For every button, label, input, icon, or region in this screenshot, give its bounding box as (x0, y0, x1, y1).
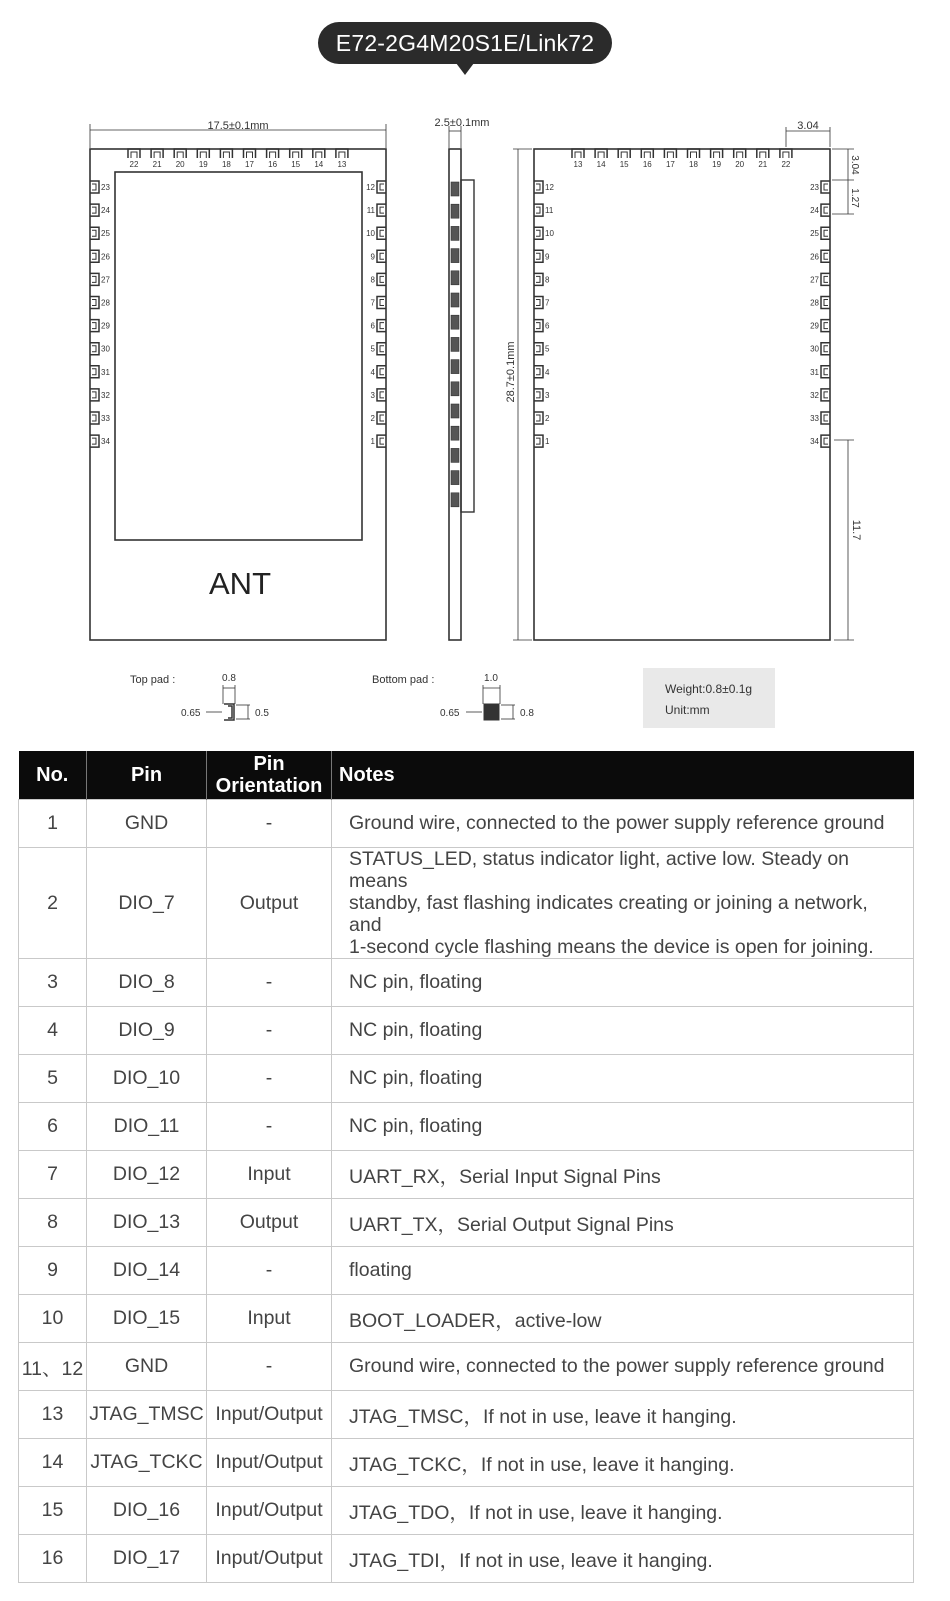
shield-can-side (461, 180, 474, 512)
bottom-view-pad-24 (821, 204, 830, 216)
bottom-view-pad-15 (618, 149, 630, 158)
bottom-view-pad-9 (534, 250, 543, 262)
cell-notes (332, 1295, 914, 1343)
table-row (19, 1487, 914, 1535)
side-pad (451, 382, 459, 396)
cell-orientation: - (207, 1055, 332, 1103)
unit-text: Unit:mm (665, 703, 710, 717)
top-view-pad-8 (377, 273, 386, 285)
pin-number-label: 10 (545, 229, 554, 239)
cell-no: 11、12 (19, 1343, 87, 1391)
cell-no: 7 (19, 1151, 87, 1199)
pin-number-label: 22 (129, 160, 139, 169)
bottom-view-pad-34 (821, 435, 830, 447)
bottom-view-pad-31 (821, 366, 830, 378)
bottom-pad-detail (372, 673, 534, 720)
pin-number-label: 9 (370, 252, 375, 262)
top-view-pad-14 (313, 149, 325, 158)
bottom-view-pad-14 (595, 149, 607, 158)
pin-number-label: 24 (810, 206, 819, 216)
bottom-view-pad-27 (821, 273, 830, 285)
shield-can-outline (115, 172, 362, 540)
cell-orientation: Input/Output (207, 1439, 332, 1487)
cell-no: 9 (19, 1247, 87, 1295)
bottom-pad-right-dim: 0.8 (520, 708, 534, 719)
header-notes: Notes (332, 751, 914, 800)
pin-number-label: 21 (152, 160, 162, 169)
bottom-pad-label: Bottom pad : (372, 674, 435, 686)
notes-line: NC pin, floating (349, 1019, 483, 1041)
pin-number-label: 20 (175, 160, 185, 169)
top-view-pad-4 (377, 366, 386, 378)
pin-number-label: 6 (370, 321, 375, 331)
pin-definition-table (18, 751, 914, 1583)
notes-line: floating (349, 1259, 412, 1281)
table-row (19, 1151, 914, 1199)
top-view-pad-26 (90, 250, 99, 262)
pin-number-label: 34 (101, 437, 110, 447)
side-pad (451, 471, 459, 485)
cell-no: 6 (19, 1103, 87, 1151)
pin-number-label: 6 (545, 321, 550, 331)
pin-number-label: 25 (810, 229, 819, 239)
pin-number-label: 31 (810, 367, 819, 377)
pin-number-label: 15 (619, 160, 629, 169)
cell-orientation: - (207, 800, 332, 848)
top-view-pad-22 (128, 149, 140, 158)
pin-number-label: 27 (810, 275, 819, 285)
pin-number-label: 10 (366, 229, 375, 239)
cell-pin: DIO_9 (87, 1007, 207, 1055)
pin-number-label: 14 (314, 160, 324, 169)
title-badge-pointer (456, 63, 474, 75)
pin-number-label: 8 (545, 275, 550, 285)
top-view-pad-24 (90, 204, 99, 216)
cell-orientation: Input/Output (207, 1487, 332, 1535)
cell-orientation: Input (207, 1295, 332, 1343)
notes-line: standby, fast flashing indicates creating or joining a network, and (349, 892, 868, 936)
pin-number-label: 18 (689, 160, 698, 169)
table-row (19, 1391, 914, 1439)
table-row (19, 800, 914, 848)
bottom-view-pad-5 (534, 343, 543, 355)
bottom-view-pad-25 (821, 227, 830, 239)
pin-number-label: 3 (370, 390, 375, 400)
side-pad (451, 404, 459, 418)
bottom-view-pad-23 (821, 181, 830, 193)
cell-notes (332, 1151, 914, 1199)
notes-line: NC pin, floating (349, 971, 483, 993)
notes-line: Ground wire, connected to the power supply reference ground (349, 812, 885, 834)
cell-pin: DIO_13 (87, 1199, 207, 1247)
pin-number-label: 16 (642, 160, 652, 169)
pin-number-label: 11 (545, 206, 554, 216)
pin-number-label: 14 (596, 160, 606, 169)
bottom-view-pad-16 (641, 149, 653, 158)
notes-line: UART_TX，Serial Output Signal Pins (349, 1213, 674, 1236)
cell-orientation: Output (207, 1199, 332, 1247)
side-pad (451, 360, 459, 374)
cell-no: 4 (19, 1007, 87, 1055)
pin-number-label: 17 (245, 160, 254, 169)
top-view-pad-33 (90, 412, 99, 424)
side-pad (451, 448, 459, 462)
pin-number-label: 17 (665, 160, 675, 169)
bottom-side-dimension-1: 3.04 (849, 155, 860, 175)
notes-line: NC pin, floating (349, 1067, 483, 1089)
cell-pin: DIO_11 (87, 1103, 207, 1151)
bottom-view-pad-7 (534, 297, 543, 309)
header-orientation: Pin Orientation (207, 751, 332, 800)
side-pad (451, 182, 459, 196)
cell-pin: DIO_14 (87, 1247, 207, 1295)
pin-number-label: 13 (337, 160, 347, 169)
cell-pin: DIO_17 (87, 1535, 207, 1583)
cell-notes (332, 1343, 914, 1391)
antenna-label: ANT (209, 566, 271, 601)
cell-orientation: Input (207, 1151, 332, 1199)
top-view-pad-12 (377, 181, 386, 193)
cell-no: 5 (19, 1055, 87, 1103)
cell-orientation: Output (207, 848, 332, 959)
pin-number-label: 11 (366, 206, 375, 216)
cell-pin: DIO_8 (87, 959, 207, 1007)
pin-number-label: 19 (198, 160, 208, 169)
pin-number-label: 5 (545, 344, 550, 354)
table-row (19, 1199, 914, 1247)
cell-notes (332, 1487, 914, 1535)
table-row (19, 848, 914, 959)
top-view-pad-19 (197, 149, 209, 158)
table-header-row (19, 751, 914, 800)
top-view-pad-18 (220, 149, 232, 158)
pin-number-label: 32 (101, 390, 110, 400)
top-view-drawing (90, 120, 386, 640)
top-view-pad-6 (377, 320, 386, 332)
top-view-pad-3 (377, 389, 386, 401)
pin-number-label: 19 (712, 160, 722, 169)
notes-line: BOOT_LOADER，active-low (349, 1309, 602, 1332)
top-pad-right-dim: 0.5 (255, 708, 269, 719)
notes-line: JTAG_TCKC，If not in use, leave it hanging. (349, 1453, 735, 1476)
cell-pin: DIO_7 (87, 848, 207, 959)
bottom-view-pad-8 (534, 273, 543, 285)
pin-number-label: 2 (545, 414, 550, 423)
pin-number-label: 13 (573, 160, 583, 169)
table-row (19, 1055, 914, 1103)
bottom-view-pad-21 (757, 149, 769, 158)
cell-no: 10 (19, 1295, 87, 1343)
cell-no: 16 (19, 1535, 87, 1583)
cell-orientation: - (207, 1343, 332, 1391)
bottom-view-pad-33 (821, 412, 830, 424)
top-view-pad-7 (377, 297, 386, 309)
top-view-pad-20 (174, 149, 186, 158)
cell-orientation: - (207, 1103, 332, 1151)
pin-number-label: 30 (810, 344, 819, 354)
pin-number-label: 23 (810, 183, 819, 192)
bottom-view-pad-17 (664, 149, 676, 158)
table-row (19, 1247, 914, 1295)
pin-number-label: 12 (545, 183, 554, 192)
bottom-view-pad-3 (534, 389, 543, 401)
bottom-view-drawing (534, 120, 862, 640)
pin-number-label: 34 (810, 437, 819, 447)
bottom-view-pad-4 (534, 366, 543, 378)
cell-no: 2 (19, 848, 87, 959)
pin-number-label: 15 (291, 160, 301, 169)
cell-pin: DIO_12 (87, 1151, 207, 1199)
bottom-view-pad-20 (734, 149, 746, 158)
pin-number-label: 28 (810, 298, 819, 308)
side-pad (451, 271, 459, 285)
top-view-pad-31 (90, 366, 99, 378)
header-pin: Pin (87, 751, 207, 800)
table-row (19, 1343, 914, 1391)
side-pad (451, 204, 459, 218)
side-pad (451, 315, 459, 329)
pin-number-label: 23 (101, 183, 110, 192)
cell-notes (332, 1199, 914, 1247)
cell-pin: DIO_15 (87, 1295, 207, 1343)
notes-line: JTAG_TMSC，If not in use, leave it hanging. (349, 1405, 737, 1428)
cell-no: 1 (19, 800, 87, 848)
pin-number-label: 27 (101, 275, 110, 285)
side-pad (451, 426, 459, 440)
cell-notes (332, 1535, 914, 1583)
pin-number-label: 29 (101, 321, 110, 331)
cell-notes (332, 1007, 914, 1055)
top-view-pad-17 (244, 149, 256, 158)
page-title: E72-2G4M20S1E/Link72 (335, 29, 595, 56)
bottom-view-pad-2 (534, 412, 543, 424)
cell-notes (332, 1247, 914, 1295)
top-view-pad-15 (290, 149, 302, 158)
top-pad-left-dim: 0.65 (181, 708, 201, 719)
side-pad (451, 337, 459, 351)
pin-number-label: 33 (101, 414, 110, 423)
bottom-top-dimension-label: 3.04 (797, 120, 819, 132)
pin-number-label: 21 (758, 160, 768, 169)
bottom-view-pad-18 (688, 149, 700, 158)
bottom-view-pad-32 (821, 389, 830, 401)
bottom-view-pad-28 (821, 297, 830, 309)
pin-number-label: 12 (366, 183, 375, 192)
cell-pin: JTAG_TMSC (87, 1391, 207, 1439)
cell-orientation: Input/Output (207, 1535, 332, 1583)
pin-number-label: 16 (268, 160, 278, 169)
pin-number-label: 31 (101, 367, 110, 377)
pin-number-label: 4 (370, 367, 375, 377)
pin-number-label: 30 (101, 344, 110, 354)
top-view-pad-11 (377, 204, 386, 216)
bottom-view-pad-26 (821, 250, 830, 262)
cell-pin: JTAG_TCKC (87, 1439, 207, 1487)
top-view-pad-21 (151, 149, 163, 158)
cell-pin: DIO_16 (87, 1487, 207, 1535)
cell-no: 3 (19, 959, 87, 1007)
notes-line: STATUS_LED, status indicator light, active low. Steady on means (349, 848, 850, 892)
table-row (19, 1535, 914, 1583)
cell-no: 14 (19, 1439, 87, 1487)
cell-notes (332, 1439, 914, 1487)
top-view-pad-25 (90, 227, 99, 239)
weight-text: Weight:0.8±0.1g (665, 682, 753, 696)
table-row (19, 1439, 914, 1487)
pin-number-label: 7 (370, 298, 375, 308)
table-row (19, 1103, 914, 1151)
side-pad (451, 493, 459, 507)
bottom-view-pad-30 (821, 343, 830, 355)
bottom-pad-left-dim: 0.65 (440, 708, 460, 719)
top-view-pad-28 (90, 297, 99, 309)
top-view-pad-27 (90, 273, 99, 285)
notes-line: UART_RX，Serial Input Signal Pins (349, 1165, 661, 1188)
top-view-pad-5 (377, 343, 386, 355)
notes-line: JTAG_TDO，If not in use, leave it hanging. (349, 1501, 723, 1524)
cell-orientation: - (207, 1007, 332, 1055)
pin-number-label: 1 (370, 437, 375, 447)
top-view-pad-13 (336, 149, 348, 158)
cell-no: 13 (19, 1391, 87, 1439)
pin-number-label: 7 (545, 298, 550, 308)
bottom-view-pad-19 (711, 149, 723, 158)
bottom-view-pad-22 (780, 149, 792, 158)
cell-orientation: - (207, 959, 332, 1007)
pin-number-label: 32 (810, 390, 819, 400)
cell-notes (332, 1103, 914, 1151)
top-view-pad-23 (90, 181, 99, 193)
pin-number-label: 24 (101, 206, 110, 216)
side-pad (451, 293, 459, 307)
cell-orientation: - (207, 1247, 332, 1295)
top-view-pad-34 (90, 435, 99, 447)
notes-line: JTAG_TDI，If not in use, leave it hanging. (349, 1549, 713, 1572)
cell-notes (332, 848, 914, 959)
bottom-view-outline (534, 149, 830, 640)
header-no: No. (19, 751, 87, 800)
pin-number-label: 2 (370, 414, 375, 423)
cell-notes (332, 1391, 914, 1439)
bottom-view-pad-13 (572, 149, 584, 158)
pin-number-label: 18 (221, 160, 231, 169)
pin-number-label: 9 (545, 252, 550, 262)
thickness-dimension-label: 2.5±0.1mm (434, 117, 490, 129)
cell-notes (332, 1055, 914, 1103)
cell-notes (332, 800, 914, 848)
top-view-pad-2 (377, 412, 386, 424)
top-view-pad-1 (377, 435, 386, 447)
notes-line: NC pin, floating (349, 1115, 483, 1137)
width-dimension-label: 17.5±0.1mm (207, 120, 269, 132)
pin-number-label: 5 (370, 344, 375, 354)
pin-number-label: 1 (545, 437, 550, 447)
top-pad-width: 0.8 (222, 673, 236, 684)
pin-number-label: 4 (545, 367, 550, 377)
top-pad-label: Top pad : (130, 674, 176, 686)
top-view-pad-16 (267, 149, 279, 158)
bottom-view-pad-10 (534, 227, 543, 239)
top-view-pad-9 (377, 250, 386, 262)
pin-number-label: 29 (810, 321, 819, 331)
bottom-view-pad-11 (534, 204, 543, 216)
cell-notes (332, 959, 914, 1007)
bottom-view-pad-1 (534, 435, 543, 447)
top-view-pad-29 (90, 320, 99, 332)
weight-info-box (643, 668, 775, 728)
cell-pin: GND (87, 1343, 207, 1391)
pin-number-label: 25 (101, 229, 110, 239)
pin-number-label: 28 (101, 298, 110, 308)
bottom-side-dimension-3: 11.7 (850, 519, 862, 541)
bottom-view-pad-12 (534, 181, 543, 193)
pin-number-label: 26 (810, 252, 819, 262)
side-pad (451, 249, 459, 263)
table-row (19, 959, 914, 1007)
top-view-pad-10 (377, 227, 386, 239)
notes-line: Ground wire, connected to the power supply reference ground (349, 1355, 885, 1377)
pin-number-label: 20 (735, 160, 745, 169)
cell-no: 15 (19, 1487, 87, 1535)
table-row (19, 1007, 914, 1055)
side-view-drawing (435, 117, 532, 640)
bottom-side-dimension-2: 1.27 (849, 188, 860, 208)
title-badge (318, 22, 612, 64)
bottom-view-pad-29 (821, 320, 830, 332)
top-pad-detail (130, 673, 269, 720)
top-view-pad-30 (90, 343, 99, 355)
pin-number-label: 3 (545, 390, 550, 400)
pin-number-label: 8 (370, 275, 375, 285)
bottom-pad-width: 1.0 (484, 673, 498, 684)
notes-line: 1-second cycle flashing means the device is open for joining. (349, 936, 874, 958)
cell-orientation: Input/Output (207, 1391, 332, 1439)
cell-pin: GND (87, 800, 207, 848)
module-drawing (0, 95, 950, 735)
pin-number-label: 26 (101, 252, 110, 262)
table-row (19, 1295, 914, 1343)
pin-number-label: 33 (810, 414, 819, 423)
cell-no: 8 (19, 1199, 87, 1247)
top-view-pad-32 (90, 389, 99, 401)
height-dimension-label: 28.7±0.1mm (505, 341, 517, 403)
pin-number-label: 22 (781, 160, 791, 169)
bottom-view-pad-6 (534, 320, 543, 332)
cell-pin: DIO_10 (87, 1055, 207, 1103)
side-pad (451, 226, 459, 240)
